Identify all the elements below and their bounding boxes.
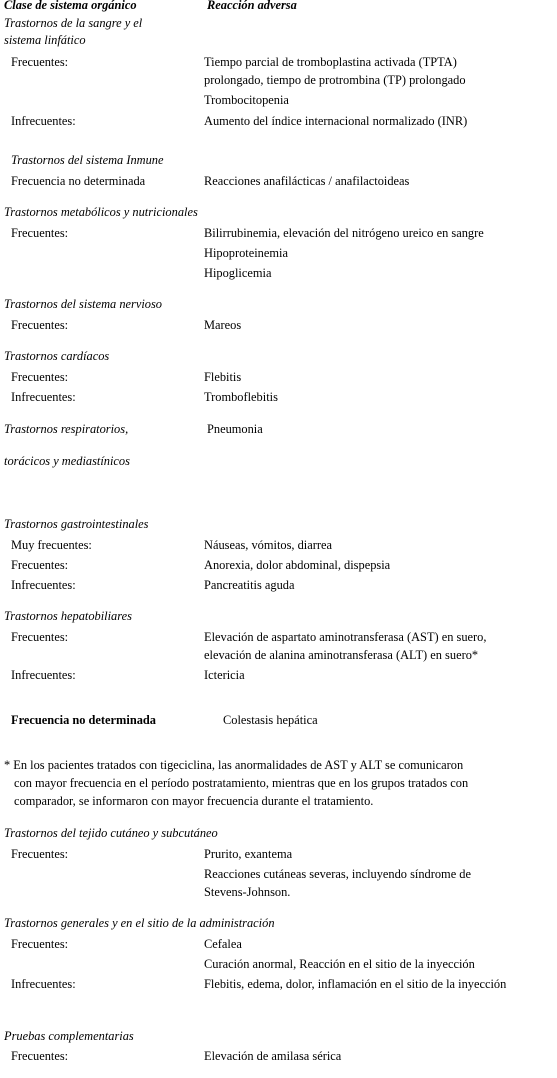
text-line: Trombocitopenia (204, 93, 289, 107)
text-line: Flebitis (204, 370, 242, 384)
text-line: Pancreatitis aguda (204, 578, 295, 592)
text-line: Elevación de aspartato aminotransferasa (AST) en suero, (204, 630, 487, 644)
text-line: elevación de alanina aminotransferasa (ALT) en suero* (204, 648, 479, 662)
text-line: Bilirrubinemia, elevación del nitrógeno ureico en sangre (204, 226, 484, 240)
text-line: Trastornos gastrointestinales (4, 517, 149, 531)
text-line: Frecuentes: (11, 318, 69, 332)
text-line: Anorexia, dolor abdominal, dispepsia (204, 558, 391, 572)
text-line: Trastornos del sistema Inmune (11, 153, 164, 167)
text-line: Cefalea (204, 937, 242, 951)
text-line: Trastornos del tejido cutáneo y subcutáneo (4, 826, 218, 840)
text-line: Infrecuentes: (11, 977, 76, 991)
text-line: Trastornos del sistema nervioso (4, 297, 162, 311)
text-line: Tiempo parcial de tromboplastina activada (TPTA) (204, 55, 457, 69)
text-line: Frecuencia no determinada (11, 713, 156, 727)
text-line: Frecuentes: (11, 226, 69, 240)
text-line: Frecuentes: (11, 558, 69, 572)
text-line: Ictericia (204, 668, 245, 682)
text-line: Trastornos generales y en el sitio de la administración (4, 916, 275, 930)
text-line: Frecuentes: (11, 370, 69, 384)
text-line: Infrecuentes: (11, 390, 76, 404)
column-header-adverse-reaction: Reacción adversa (207, 0, 297, 12)
text-line: Elevación de amilasa sérica (204, 1049, 342, 1063)
text-line: Curación anormal, Reacción en el sitio de la inyección (204, 957, 475, 971)
text-line: Aumento del índice internacional normalizado (INR) (204, 114, 468, 128)
text-line: Tromboflebitis (204, 390, 278, 404)
text-line: Frecuentes: (11, 55, 69, 69)
text-line: Reacciones cutáneas severas, incluyendo síndrome de (204, 867, 471, 881)
text-line: Infrecuentes: (11, 578, 76, 592)
text-line: Infrecuentes: (11, 668, 76, 682)
text-line: Muy frecuentes: (11, 538, 92, 552)
text-line: Trastornos de la sangre y el (4, 16, 143, 30)
column-header-organ-class: Clase de sistema orgánico (4, 0, 137, 12)
text-line: Flebitis, edema, dolor, inflamación en el sitio de la inyección (204, 977, 507, 991)
text-line: comparador, se informaron con mayor frecuencia durante el tratamiento. (14, 794, 374, 808)
text-line: con mayor frecuencia en el período postratamiento, mientras que en los grupos tratados con (14, 776, 469, 790)
text-line: Colestasis hepática (223, 713, 318, 727)
text-line: sistema linfático (4, 33, 86, 47)
text-line: Trastornos hepatobiliares (4, 609, 132, 623)
text-line: Reacciones anafilácticas / anafilactoideas (204, 174, 410, 188)
text-line: Hipoglicemia (204, 266, 272, 280)
text-line: Trastornos metabólicos y nutricionales (4, 205, 198, 219)
text-line: prolongado, tiempo de protrombina (TP) prolongado (204, 73, 466, 87)
text-line: Pruebas complementarias (4, 1029, 134, 1043)
text-line: Hipoproteinemia (204, 246, 288, 260)
text-line: Infrecuentes: (11, 114, 76, 128)
text-line: * En los pacientes tratados con tigeciclina, las anormalidades de AST y ALT se comunicaron (4, 758, 464, 772)
text-line: Frecuentes: (11, 630, 69, 644)
text-line: Frecuencia no determinada (11, 174, 146, 188)
text-line: torácicos y mediastínicos (4, 454, 130, 468)
text-line: Stevens-Johnson. (204, 885, 291, 899)
text-line: Mareos (204, 318, 242, 332)
text-line: Trastornos respiratorios, (4, 422, 129, 436)
text-line: Pneumonia (207, 422, 263, 436)
text-line: Prurito, exantema (204, 847, 293, 861)
text-line: Frecuentes: (11, 937, 69, 951)
text-line: Trastornos cardíacos (4, 349, 110, 363)
text-line: Frecuentes: (11, 847, 69, 861)
text-line: Frecuentes: (11, 1049, 69, 1063)
text-line: Náuseas, vómitos, diarrea (204, 538, 332, 552)
